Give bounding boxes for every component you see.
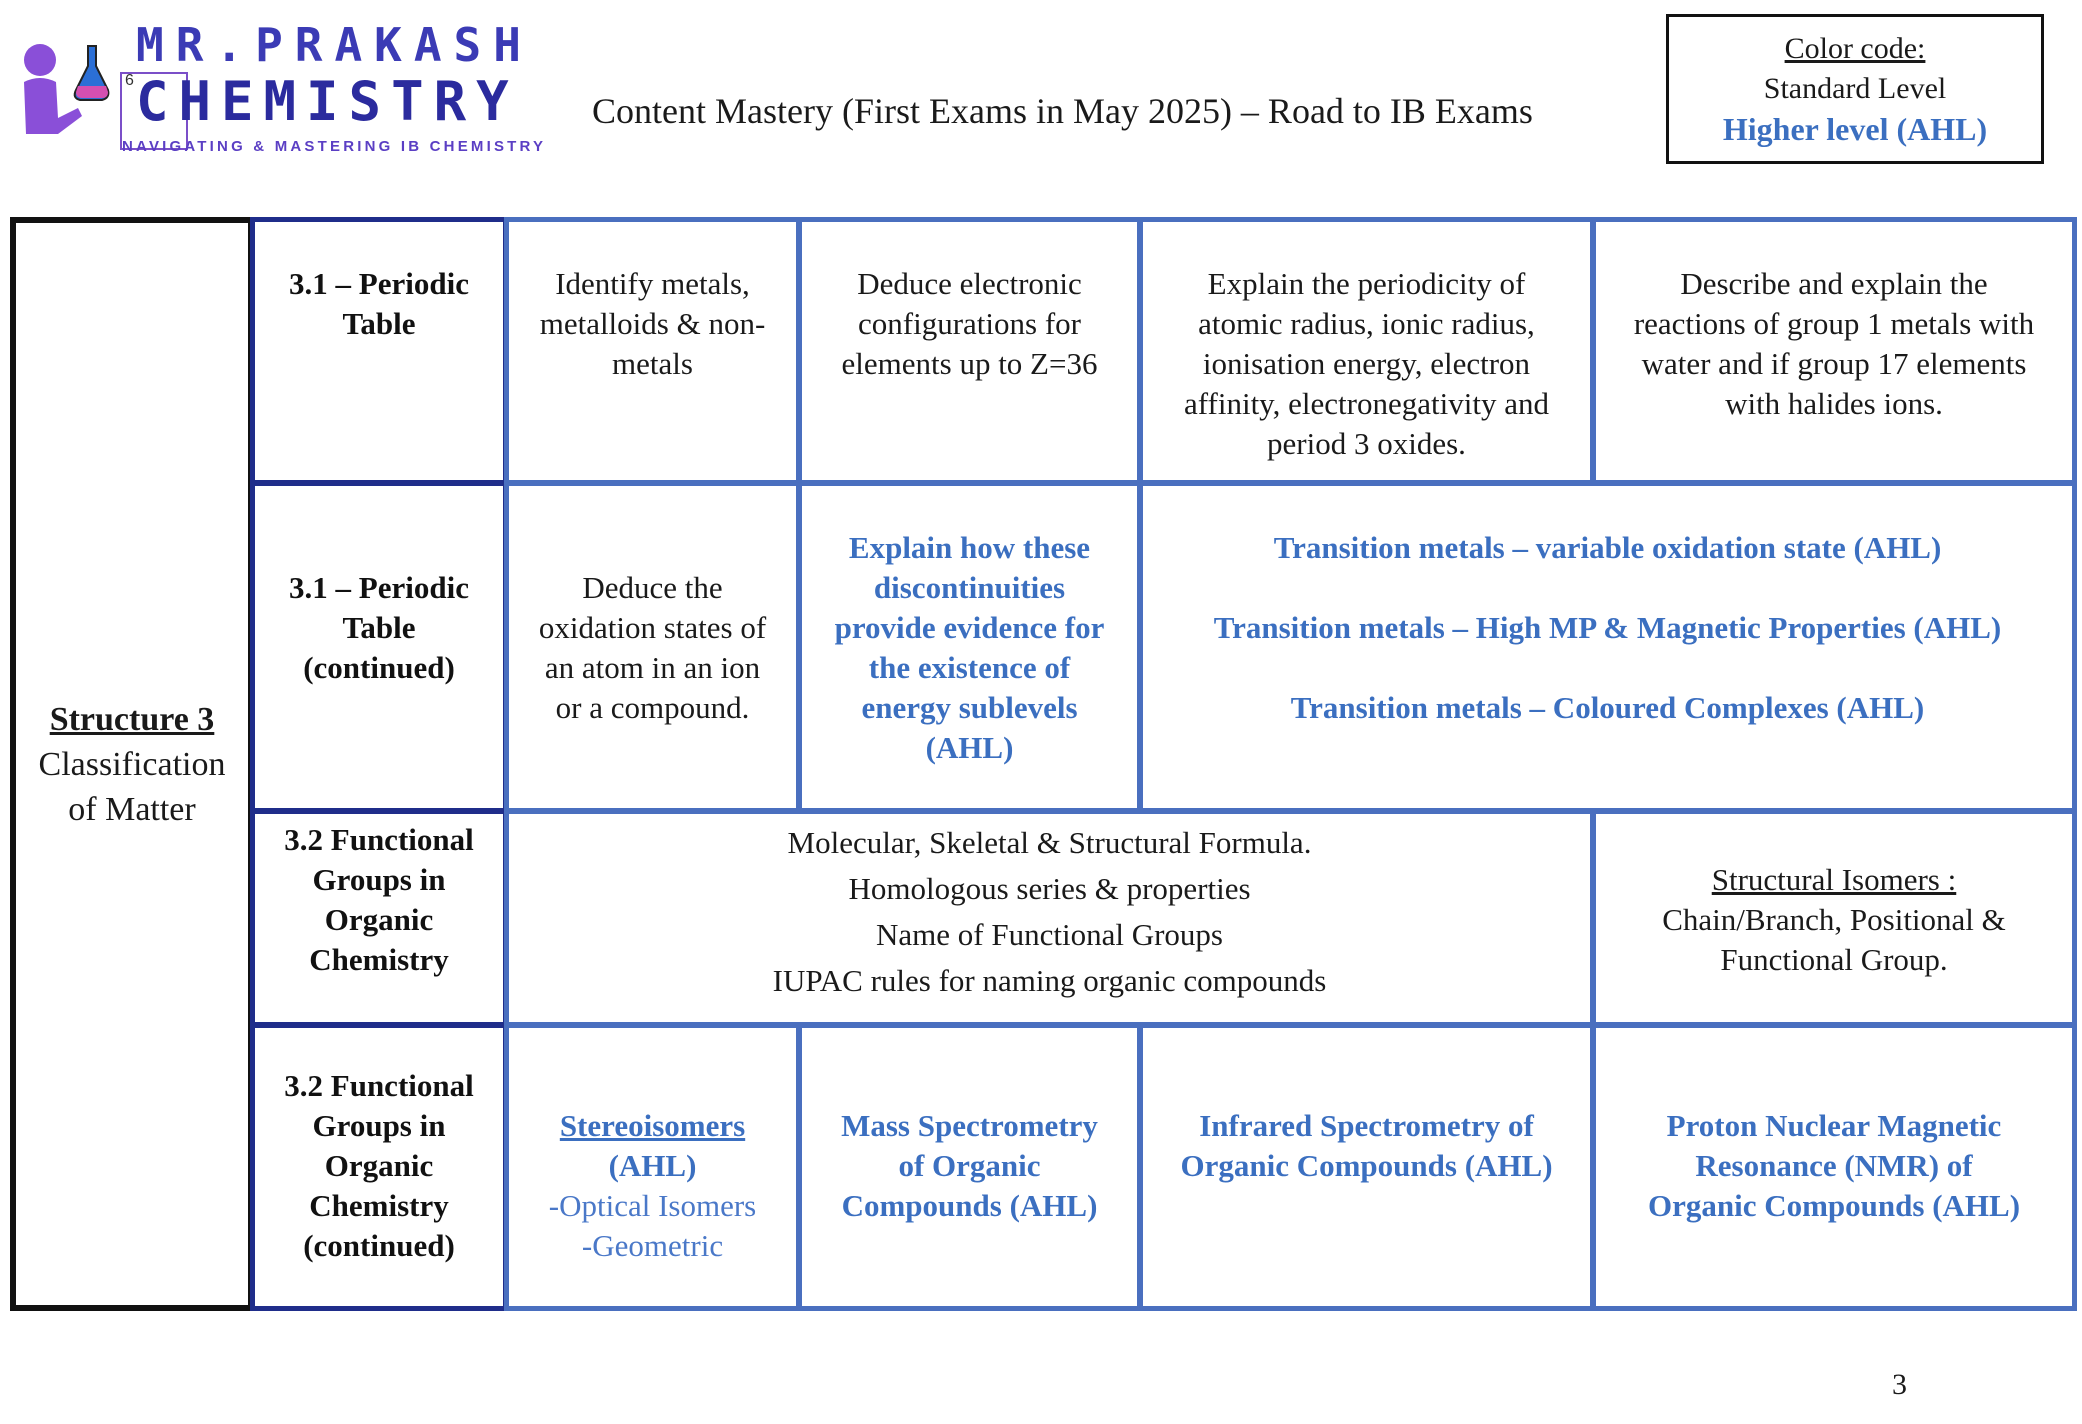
content-cell-r1c1 [504,217,801,485]
topic-line: Chemistry [309,942,449,977]
topic-line: 3.1 – Periodic [289,266,469,301]
color-code-higher: Higher level (AHL) [1722,111,1988,147]
cell-text: with halides ions. [1725,386,1943,421]
content-cell-r1c4 [1591,217,2077,485]
cell-text: Transition metals – Coloured Complexes (AHL) [1290,690,1925,725]
content-cell-r1c3 [1138,217,1595,485]
topic-line: Chemistry [309,1188,449,1223]
cell-text: Chain/Branch, Positional & [1662,902,2006,937]
cell-text: (AHL) [925,730,1014,765]
content-cell-r4c2 [797,1023,1142,1311]
cell-text: -Geometric [581,1228,724,1263]
cell-text: reactions of group 1 metals with [1633,306,2035,341]
logo-name: MR.PRAKASH [136,18,533,72]
cell-text: metals [612,346,693,381]
content-cell-r1c2 [797,217,1142,485]
content-cell-r2c3 [1138,481,2077,813]
cell-text: Transition metals – variable oxidation state (AHL) [1273,530,1942,565]
topic-line: Table [342,306,416,341]
cell-text: Mass Spectrometry [841,1108,1098,1143]
content-cell-r4c3 [1138,1023,1595,1311]
cell-text: Organic Compounds (AHL) [1647,1188,2021,1223]
cell-text: Organic Compounds (AHL) [1180,1148,1553,1183]
color-code-standard: Standard Level [1763,72,1947,105]
page-number: 3 [1892,1368,1907,1401]
structure-subtitle-1: Classification [38,745,226,783]
topic-line: 3.2 Functional [284,1068,474,1103]
content-cell-r2c1 [504,481,801,813]
cell-text: Homologous series & properties [848,871,1251,906]
logo [18,18,563,158]
cell-text: IUPAC rules for naming organic compounds [772,963,1327,998]
color-code-title: Color code: [1784,32,1926,65]
topic-line: Groups in [312,1108,446,1143]
structure-subtitle-2: of Matter [68,790,196,828]
cell-text: atomic radius, ionic radius, [1198,306,1535,341]
topic-line: (continued) [303,1228,455,1263]
topic-cell-row1 [250,217,508,485]
topic-line: Table [342,610,416,645]
cell-text: Resonance (NMR) of [1695,1148,1973,1183]
structure-title: Structure 3 [49,700,215,738]
cell-text: Infrared Spectrometry of [1199,1108,1534,1143]
logo-subject: CHEMISTRY [136,70,519,133]
cell-text: affinity, electronegativity and [1184,386,1549,421]
content-cell-r3c2 [1591,809,2077,1027]
cell-text: Transition metals – High MP & Magnetic Properties (AHL) [1213,610,2002,645]
topic-line: Organic [324,1148,434,1183]
cell-text: ionisation energy, electron [1202,346,1531,381]
content-cell-r4c4 [1591,1023,2077,1311]
logo-atomic-number: 6 [125,72,134,89]
topic-line: 3.1 – Periodic [289,570,469,605]
cell-text: Deduce the [582,570,723,605]
topic-line: Organic [324,902,434,937]
content-cell-r4c1 [504,1023,801,1311]
cell-text: an atom in an ion [544,650,761,685]
topic-cell-row2 [250,481,508,813]
scientist-icon [18,38,118,148]
cell-text: period 3 oxides. [1267,426,1466,461]
cell-text: (AHL) [608,1148,697,1183]
topic-cell-row4 [250,1023,508,1311]
cell-text: or a compound. [555,690,750,725]
cell-text: discontinuities [873,570,1066,605]
cell-text: Explain the periodicity of [1207,266,1526,301]
logo-tagline: NAVIGATING & MASTERING IB CHEMISTRY [122,138,547,155]
cell-text: Deduce electronic [857,266,1082,301]
cell-text: provide evidence for [834,610,1105,645]
cell-text: water and if group 17 elements [1641,346,2027,381]
cell-text: Functional Group. [1720,942,1948,977]
cell-text: -Optical Isomers [548,1188,757,1223]
color-code-legend [1666,14,2044,164]
topic-line: 3.2 Functional [284,822,474,857]
structure-cell [10,217,254,1311]
cell-text: the existence of [868,650,1071,685]
cell-text: Name of Functional Groups [876,917,1223,952]
cell-text: Identify metals, [555,266,750,301]
cell-text: configurations for [858,306,1081,341]
content-cell-r3c1 [504,809,1595,1027]
cell-text: Stereoisomers [559,1108,746,1143]
topic-line: Groups in [312,862,446,897]
content-cell-r2c2 [797,481,1142,813]
page-title: Content Mastery (First Exams in May 2025) – Road to IB Exams [592,91,1533,131]
cell-text: energy sublevels [861,690,1078,725]
cell-text: Describe and explain the [1680,266,1988,301]
cell-text: Explain how these [848,530,1091,565]
cell-text: Structural Isomers : [1711,862,1957,897]
cell-text: Proton Nuclear Magnetic [1666,1108,2002,1143]
topic-cell-row3 [250,809,508,1027]
cell-text: Molecular, Skeletal & Structural Formula. [787,825,1312,860]
cell-text: oxidation states of [538,610,767,645]
cell-text: of Organic [898,1148,1041,1183]
cell-text: Compounds (AHL) [841,1188,1098,1223]
topic-line: (continued) [303,650,455,685]
cell-text: metalloids & non- [539,306,766,341]
cell-text: elements up to Z=36 [841,346,1098,381]
